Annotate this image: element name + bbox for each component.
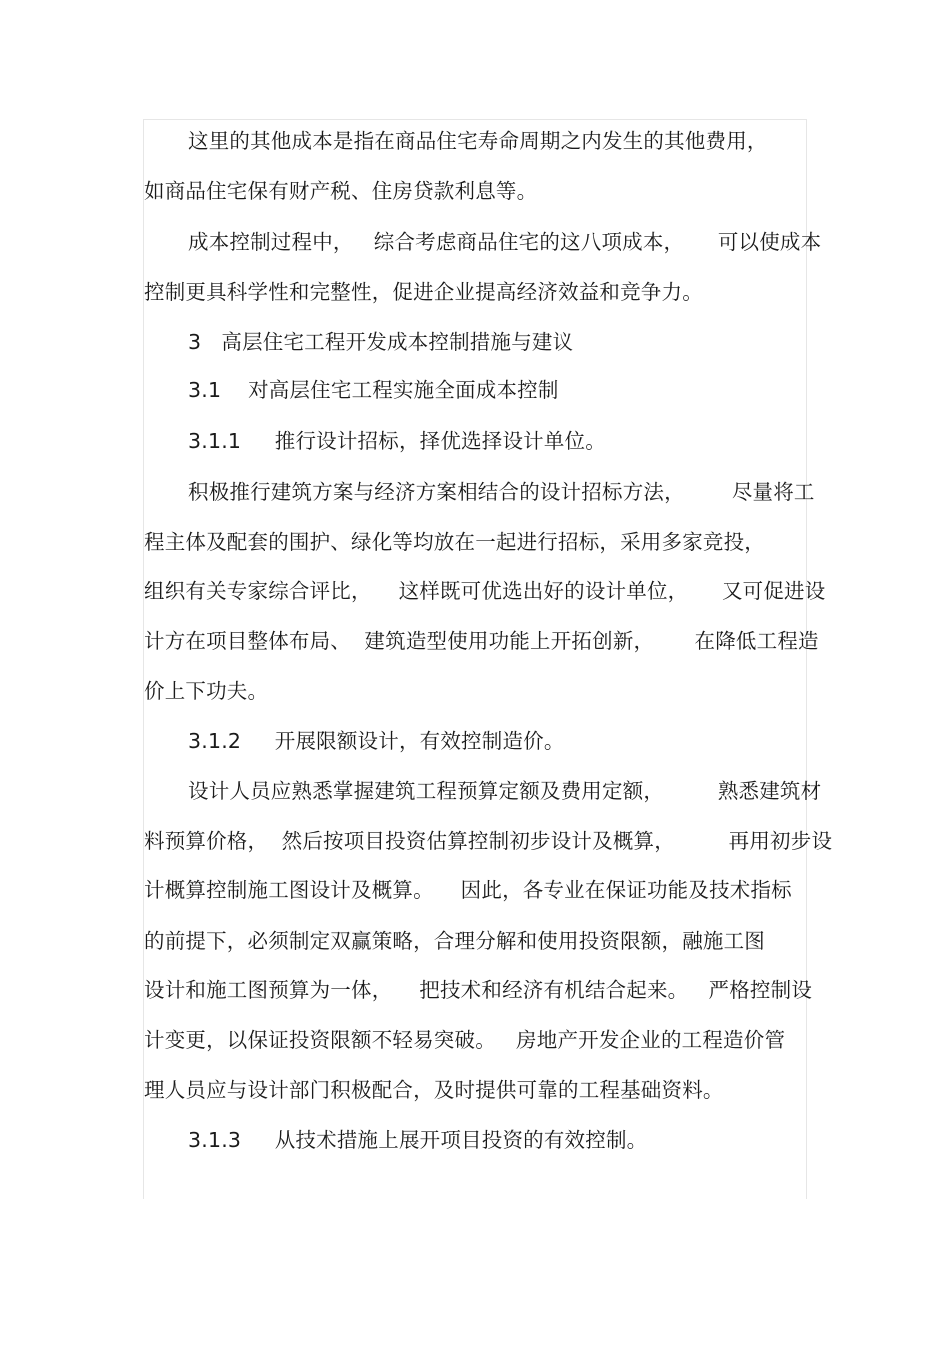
paragraph-line-15: 料预算价格， 然后按项目投资估算控制初步设计及概算， 再用初步设 bbox=[144, 829, 833, 853]
section-heading-3-1: 3.1 对高层住宅工程实施全面成本控制 bbox=[188, 378, 559, 402]
paragraph-line-2: 如商品住宅保有财产税、住房贷款利息等。 bbox=[144, 179, 538, 203]
paragraph-line-16: 计概算控制施工图设计及概算。 因此，各专业在保证功能及技术指标 bbox=[144, 878, 792, 902]
paragraph-line-9: 程主体及配套的围护、绿化等均放在一起进行招标，采用多家竞投， bbox=[144, 530, 765, 554]
section-heading-3-1-2: 3.1.2 开展限额设计，有效控制造价。 bbox=[188, 729, 565, 753]
paragraph-line-11: 计方在项目整体布局、 建筑造型使用功能上开拓创新， 在降低工程造 bbox=[144, 629, 819, 653]
paragraph-line-12: 价上下功夫。 bbox=[144, 679, 269, 703]
section-heading-3: 3 高层住宅工程开发成本控制措施与建议 bbox=[188, 330, 574, 354]
paragraph-line-1: 这里的其他成本是指在商品住宅寿命周期之内发生的其他费用， bbox=[188, 129, 768, 153]
paragraph-line-4: 控制更具科学性和完整性，促进企业提高经济效益和竞争力。 bbox=[144, 280, 703, 304]
paragraph-line-17: 的前提下，必须制定双赢策略，合理分解和使用投资限额，融施工图 bbox=[144, 929, 765, 953]
section-heading-3-1-3: 3.1.3 从技术措施上展开项目投资的有效控制。 bbox=[188, 1128, 648, 1152]
paragraph-line-3: 成本控制过程中， 综合考虑商品住宅的这八项成本， 可以使成本 bbox=[188, 230, 822, 254]
paragraph-line-18: 设计和施工图预算为一体， 把技术和经济有机结合起来。 严格控制设 bbox=[144, 978, 813, 1002]
section-heading-3-1-1: 3.1.1 推行设计招标，择优选择设计单位。 bbox=[188, 429, 606, 453]
paragraph-line-20: 理人员应与设计部门积极配合，及时提供可靠的工程基础资料。 bbox=[144, 1078, 724, 1102]
paragraph-line-8: 积极推行建筑方案与经济方案相结合的设计招标方法， 尽量将工 bbox=[188, 480, 815, 504]
paragraph-line-10: 组织有关专家综合评比， 这样既可优选出好的设计单位， 又可促进设 bbox=[144, 579, 826, 603]
paragraph-line-19: 计变更，以保证投资限额不轻易突破。 房地产开发企业的工程造价管 bbox=[144, 1028, 786, 1052]
paragraph-line-14: 设计人员应熟悉掌握建筑工程预算定额及费用定额， 熟悉建筑材 bbox=[188, 779, 822, 803]
